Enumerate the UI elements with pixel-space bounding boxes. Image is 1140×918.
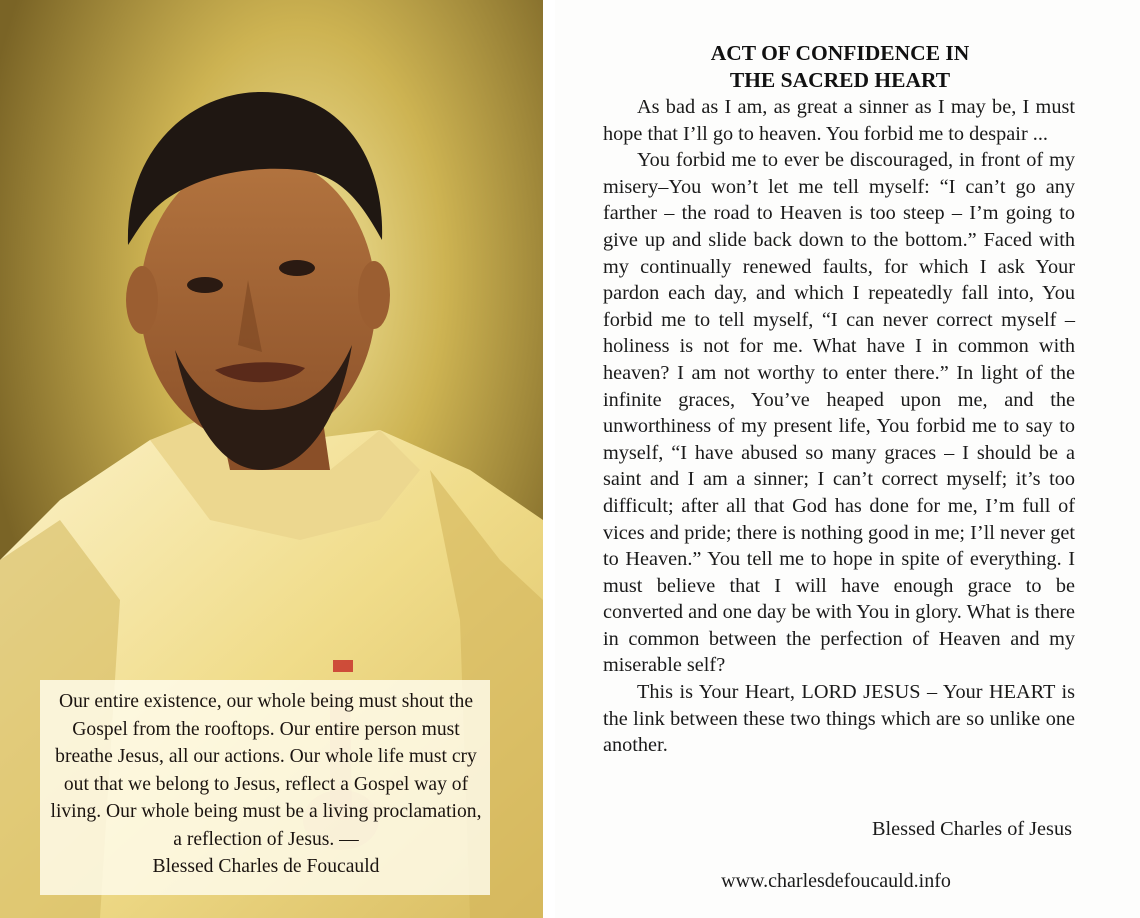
prayer-paragraph-3: This is Your Heart, LORD JESUS – Your HEART is the link between these two things which are so unlike one another. <box>603 681 1075 757</box>
quote-attribution: Blessed Charles de Foucauld <box>152 856 380 877</box>
prayer-paragraph-1: As bad as I am, as great a sinner as I may be, I must hope that I’ll go to heaven. You forbid me to despair ... <box>603 96 1075 145</box>
quote-block <box>48 688 484 881</box>
card-divider <box>543 0 555 918</box>
title-line-1: ACT OF CONFIDENCE IN <box>710 41 970 65</box>
prayer-paragraph-2: You forbid me to ever be discouraged, in front of my misery–You won’t let me tell myself: “I can’t go any farther – the road to Heaven is too steep – I’m going to give up and slide back down to the bottom.” Faced with my continually renewed faults, for which I ask Your pardon each day, and which I repeatedly fall into, You forbid me to tell myself, “I can never correct myself – holiness is not for me. What have I in common with heaven? I am not worthy to enter there.” In light of the infinite graces, You’ve heaped upon me, and the unworthiness of my present life, You forbid me to say to myself, “I have abused so many graces – I should be a saint and I am a sinner; I can’t correct myself; it’s too difficult; after all that God has done for me, I’m full of vices and pride; there is nothing good in me; I’ll never get to Heaven.” You tell me to hope in spite of everything. I must believe that I will have enough grace to be converted and one day be with You in glory. What is there in common between the perfection of Heaven and my miserable self? <box>603 149 1075 677</box>
prayer-title <box>580 40 1100 94</box>
website-url[interactable]: www.charlesdefoucauld.info <box>721 870 951 892</box>
holy-card-front <box>0 0 543 918</box>
prayer-signature: Blessed Charles of Jesus <box>872 818 1072 840</box>
title-line-2: THE SACRED HEART <box>729 68 951 92</box>
quote-text: Our entire existence, our whole being must shout the Gospel from the rooftops. Our entire person must breathe Jesus, all our actions. Our whole life must cry out that we belong to Jesus, reflect a Gospel way of living. Our whole being must be a living proclamation, a reflection of Jesus. — <box>50 691 482 850</box>
prayer-body <box>603 94 1075 759</box>
